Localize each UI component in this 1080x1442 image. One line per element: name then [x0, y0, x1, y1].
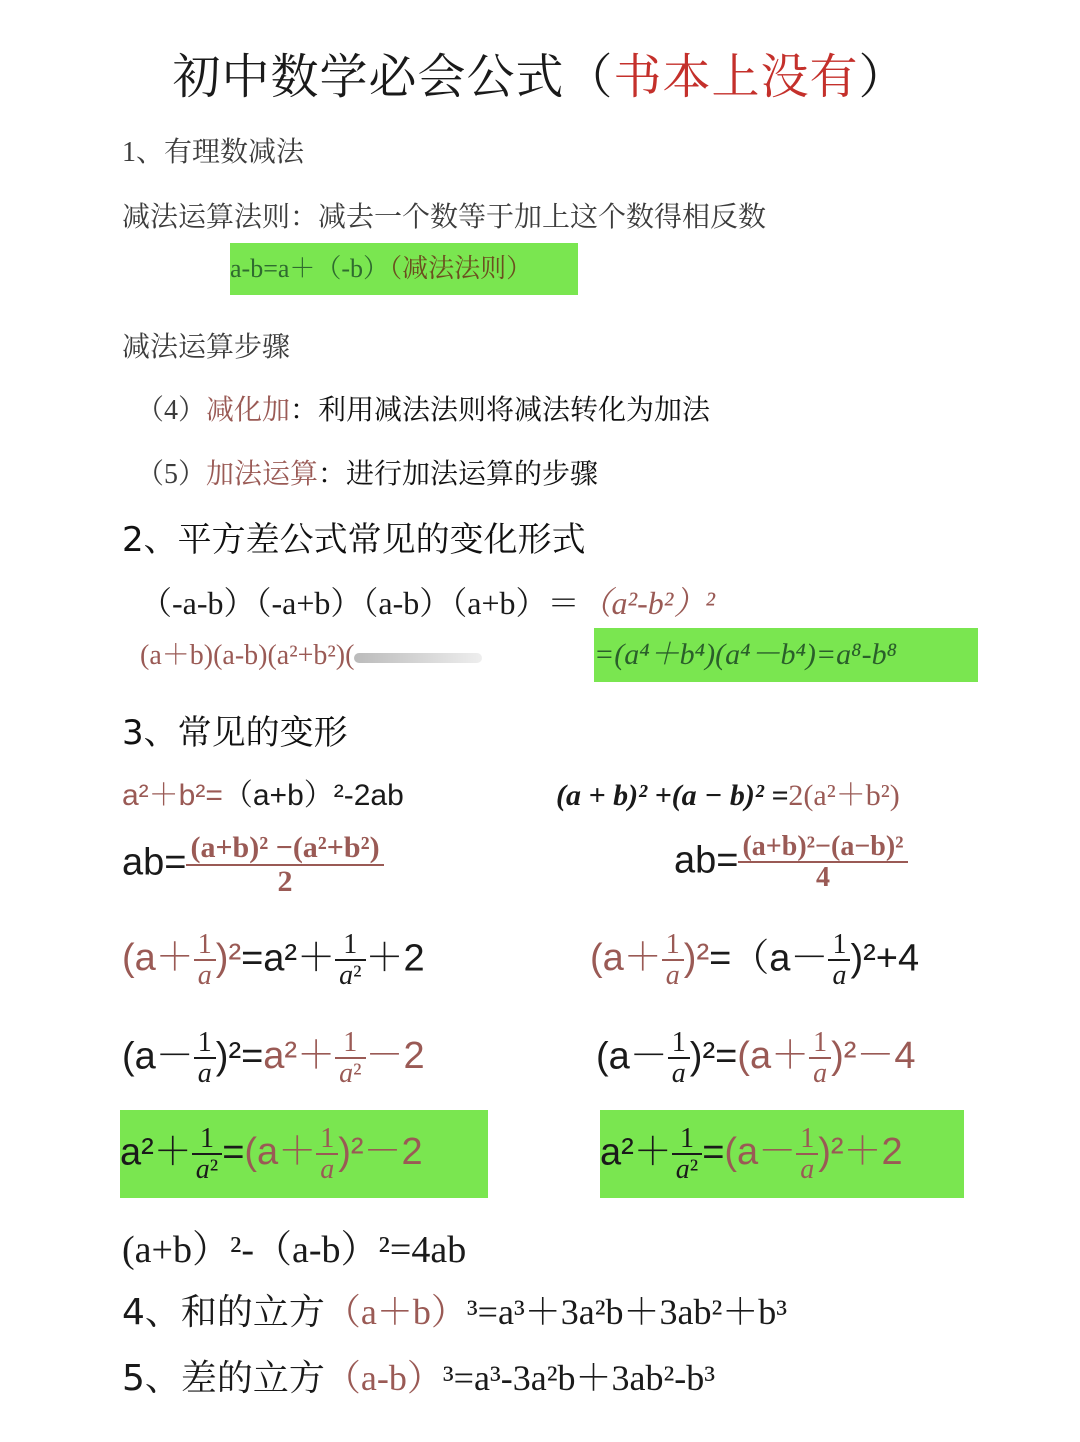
section-1-heading: 1、有理数减法	[122, 137, 305, 168]
highlight-box-right: a²＋ $\frac{1}{\text{a²}}$ =(a－ $\frac{1}{a}$ )²＋2	[600, 1110, 964, 1198]
formula-sum-of-squares: a²＋b²=（a+b）²-2ab	[122, 779, 404, 812]
section-4-sum-cube: 4、和的立方（a＋b）³=a³＋3a²b＋3ab²＋b³	[122, 1292, 788, 1333]
section-5-diff-cube: 5、差的立方（a-b）³=a³-3a²b＋3ab²-b³	[122, 1358, 716, 1399]
subtraction-formula-box: a-b=a＋（-b）（减法法则）	[230, 243, 578, 295]
formula-a-plus-inv-to-minus: (a＋ $\frac{1}{a}$ )²=（a－ $\frac{1}{a}$ )²+4	[590, 929, 920, 992]
title-highlight: 书本上没有	[613, 49, 859, 105]
diff-squares-line-2: (a＋b)(a-b)(a²+b²)(	[140, 630, 482, 682]
formula-a-minus-inv-sq: (a－ $\frac{1}{a}$ )²=a²＋ $\frac{1}{\text{a²}}$ －2	[122, 1027, 425, 1090]
highlight-box-left: a²＋ $\frac{1}{\text{a²}}$ =(a＋ $\frac{1}{a}$ )²－2	[120, 1110, 488, 1198]
steps-title: 减法运算步骤	[122, 330, 291, 363]
formula-ab-quarter: ab= $\frac{\text{(a+b)²−(a−b)²}}{4}$	[674, 832, 908, 893]
formula-a-minus-inv-to-plus: (a－ $\frac{1}{a}$ )²=(a＋ $\frac{1}{a}$ )²－4	[596, 1027, 916, 1090]
step-5: （5）加法运算：进行加法运算的步骤	[136, 457, 599, 490]
diff-squares-result-box: =(a⁴＋b⁴)(a⁴－b⁴)=a⁸-b⁸	[594, 628, 978, 682]
blurred-region	[354, 653, 482, 663]
formula-ab-half: ab= $\frac{\text{(a+b)² −(a²+b²)}}{2}$	[122, 832, 384, 897]
diff-squares-line-1: （-a-b）（-a+b）（a-b）（a+b）＝（a²-b²）²	[140, 585, 715, 621]
formula-four-ab: (a+b）²-（a-b）²=4ab	[122, 1229, 467, 1271]
section-2-heading: 2、平方差公式常见的变化形式	[122, 520, 586, 560]
subtraction-rule: 减法运算法则：减去一个数等于加上这个数得相反数	[122, 200, 767, 233]
step-4: （4）减化加：利用减法法则将减法转化为加法	[136, 393, 711, 426]
formula-sum-sq-identity: (a + b)² +(a − b)² =2(a²＋b²)	[556, 779, 900, 812]
formula-a-plus-inv-sq: (a＋ $\frac{1}{a}$ )²=a²＋ $\frac{1}{\text{a²}}$ ＋2	[122, 929, 425, 992]
page-title: 初中数学必会公式（书本上没有）	[172, 49, 908, 105]
section-3-heading: 3、常见的变形	[122, 713, 348, 753]
